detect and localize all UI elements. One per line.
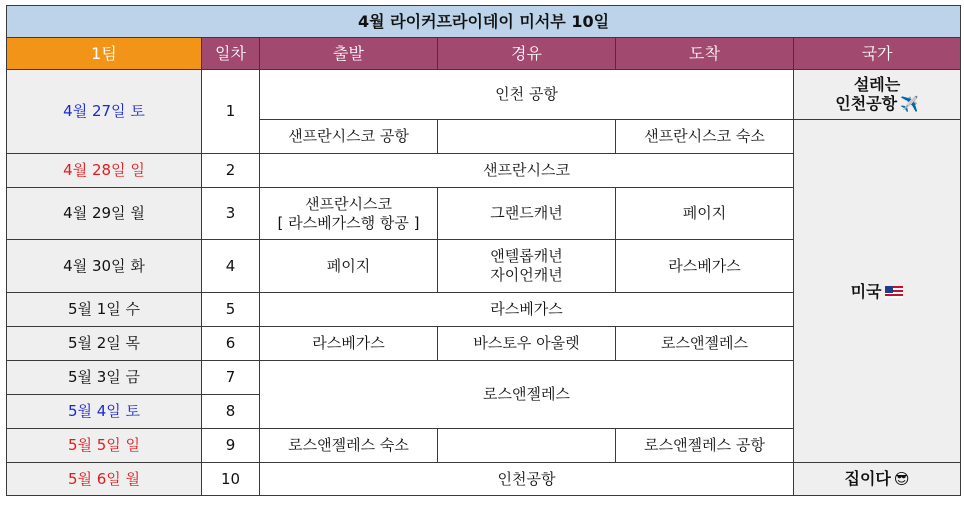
cell-line: 자이언캐년 bbox=[490, 266, 563, 284]
route-merged-cell: 샌프란시스코 bbox=[260, 154, 794, 188]
arrive-cell: 샌프란시스코 숙소 bbox=[616, 120, 794, 154]
country-line: 설레는 bbox=[853, 75, 901, 94]
day-cell: 2 bbox=[202, 154, 260, 188]
day-cell: 10 bbox=[202, 463, 260, 496]
via-cell bbox=[438, 429, 616, 463]
date-cell: 5월 5일 일 bbox=[7, 429, 202, 463]
date-cell: 4월 27일 토 bbox=[7, 70, 202, 154]
day-cell: 8 bbox=[202, 395, 260, 429]
header-day: 일차 bbox=[202, 38, 260, 70]
day-cell: 1 bbox=[202, 70, 260, 154]
day-cell: 6 bbox=[202, 327, 260, 361]
via-cell bbox=[438, 120, 616, 154]
date-cell: 5월 6일 월 bbox=[7, 463, 202, 496]
route-merged-cell: 로스앤젤레스 bbox=[260, 361, 794, 429]
arrive-cell: 페이지 bbox=[616, 188, 794, 240]
date-cell: 5월 4일 토 bbox=[7, 395, 202, 429]
country-text: 집이다 bbox=[844, 469, 891, 488]
airplane-icon: ✈️ bbox=[900, 95, 919, 113]
sunglasses-face-icon: 😎 bbox=[893, 470, 910, 488]
cell-line: 샌프란시스코 bbox=[305, 194, 392, 213]
date-cell: 5월 1일 수 bbox=[7, 293, 202, 327]
route-merged-cell: 인천 공항 bbox=[260, 70, 794, 120]
table-title: 4월 라이커프라이데이 미서부 10일 bbox=[7, 6, 961, 38]
via-cell: 바스토우 아울렛 bbox=[438, 327, 616, 361]
day-cell: 3 bbox=[202, 188, 260, 240]
depart-cell: 샌프란시스코 공항 bbox=[260, 120, 438, 154]
arrive-cell: 로스앤젤레스 공항 bbox=[616, 429, 794, 463]
country-cell-departure bbox=[794, 70, 961, 120]
country-cell-usa bbox=[794, 120, 961, 463]
arrive-cell: 로스앤젤레스 bbox=[616, 327, 794, 361]
country-text: 인천공항 bbox=[835, 94, 898, 113]
country-cell-home bbox=[794, 463, 961, 496]
date-cell: 4월 28일 일 bbox=[7, 154, 202, 188]
us-flag-icon bbox=[885, 286, 903, 298]
day-cell: 7 bbox=[202, 361, 260, 395]
day-cell: 4 bbox=[202, 240, 260, 293]
header-country: 국가 bbox=[794, 38, 961, 70]
header-depart: 출발 bbox=[260, 38, 438, 70]
cell-line: [ 라스베가스행 항공 ] bbox=[277, 213, 420, 232]
depart-cell: 페이지 bbox=[260, 240, 438, 293]
date-cell: 5월 2일 목 bbox=[7, 327, 202, 361]
header-arrive: 도착 bbox=[616, 38, 794, 70]
depart-cell: 라스베가스 bbox=[260, 327, 438, 361]
header-via: 경유 bbox=[438, 38, 616, 70]
depart-cell bbox=[260, 188, 438, 240]
day-cell: 5 bbox=[202, 293, 260, 327]
cell-line: 앤텔롭캐년 bbox=[490, 247, 563, 265]
arrive-cell: 라스베가스 bbox=[616, 240, 794, 293]
header-team: 1팀 bbox=[7, 38, 202, 70]
country-text: 미국 bbox=[850, 281, 882, 301]
via-cell: 그랜드캐년 bbox=[438, 188, 616, 240]
route-merged-cell: 인천공항 bbox=[260, 463, 794, 496]
route-merged-cell: 라스베가스 bbox=[260, 293, 794, 327]
depart-cell: 로스앤젤레스 숙소 bbox=[260, 429, 438, 463]
date-cell: 4월 29일 월 bbox=[7, 188, 202, 240]
date-cell: 5월 3일 금 bbox=[7, 361, 202, 395]
itinerary-table-wrap bbox=[6, 5, 960, 496]
country-line bbox=[794, 94, 960, 114]
via-cell bbox=[438, 240, 616, 293]
date-cell: 4월 30일 화 bbox=[7, 240, 202, 293]
itinerary-table bbox=[6, 5, 961, 496]
day-cell: 9 bbox=[202, 429, 260, 463]
